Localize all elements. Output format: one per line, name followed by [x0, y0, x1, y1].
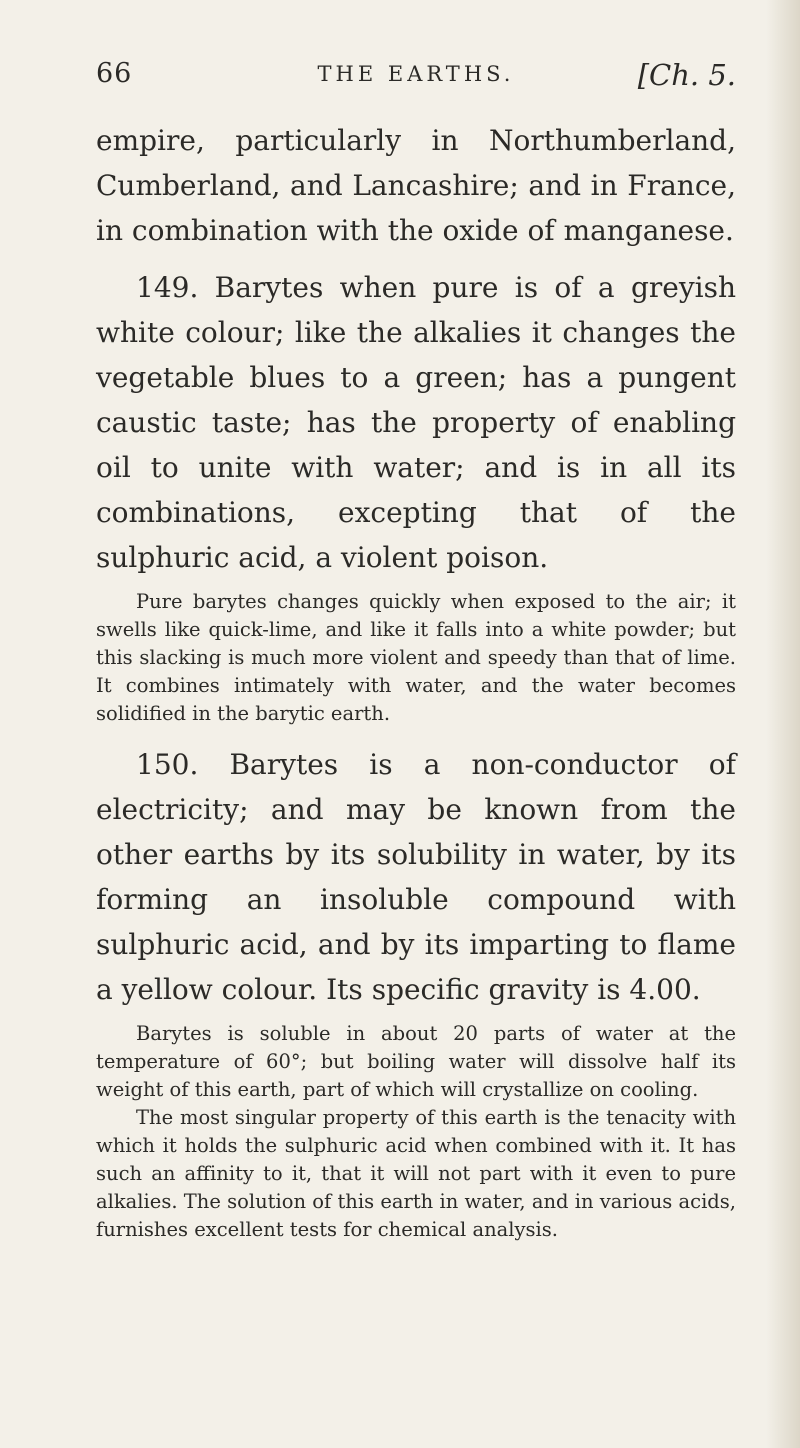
page-body — [96, 118, 736, 1244]
chapter-marker: [Ch. 5. — [637, 58, 736, 92]
note-barytes-air: Pure barytes changes quickly when exposed to the air; it swells like quick-lime, and like it falls into a white powder; but this slacking is much more violent and speedy than that of lime. It combines intimately with water, and the water becomes solidified in the barytic earth. — [96, 590, 736, 725]
paragraph-continuation: empire, particularly in Northumberland, Cumberland, and Lancashire; and in France, in combination with the oxide of manganese. — [96, 124, 736, 247]
paragraph-149: 149. Barytes when pure is of a greyish white colour; like the alkalies it changes the vegetable blues to a green; has a pungent caustic taste; has the property of enabling oil to unite with water; and is in all its combinations, excepting that of the sulphuric acid, a violent poison. — [96, 271, 736, 574]
note-barytes-solubility: Barytes is soluble in about 20 parts of water at the temperature of 60°; but boiling water will dissolve half its weight of this earth, part of which will crystallize on cooling. — [96, 1022, 736, 1101]
paragraph-150: 150. Barytes is a non-conductor of electricity; and may be known from the other earths by its solubility in water, by its forming an insoluble compound with sulphuric acid, and by its imparting to flame a yellow colour. Its specific gravity is 4.00. — [96, 748, 736, 1006]
running-head — [96, 58, 736, 98]
running-title: THE EARTHS. — [317, 62, 515, 86]
page-number: 66 — [96, 58, 133, 89]
page-edge-shadow — [766, 0, 800, 1448]
note-barytes-tenacity: The most singular property of this earth is the tenacity with which it holds the sulphuric acid when combined with it. It has such an affinity to it, that it will not part with it even to pure alkalies. The solution of this earth in water, and in various acids, furnishes excellent tests for chemical analysis. — [96, 1106, 736, 1241]
